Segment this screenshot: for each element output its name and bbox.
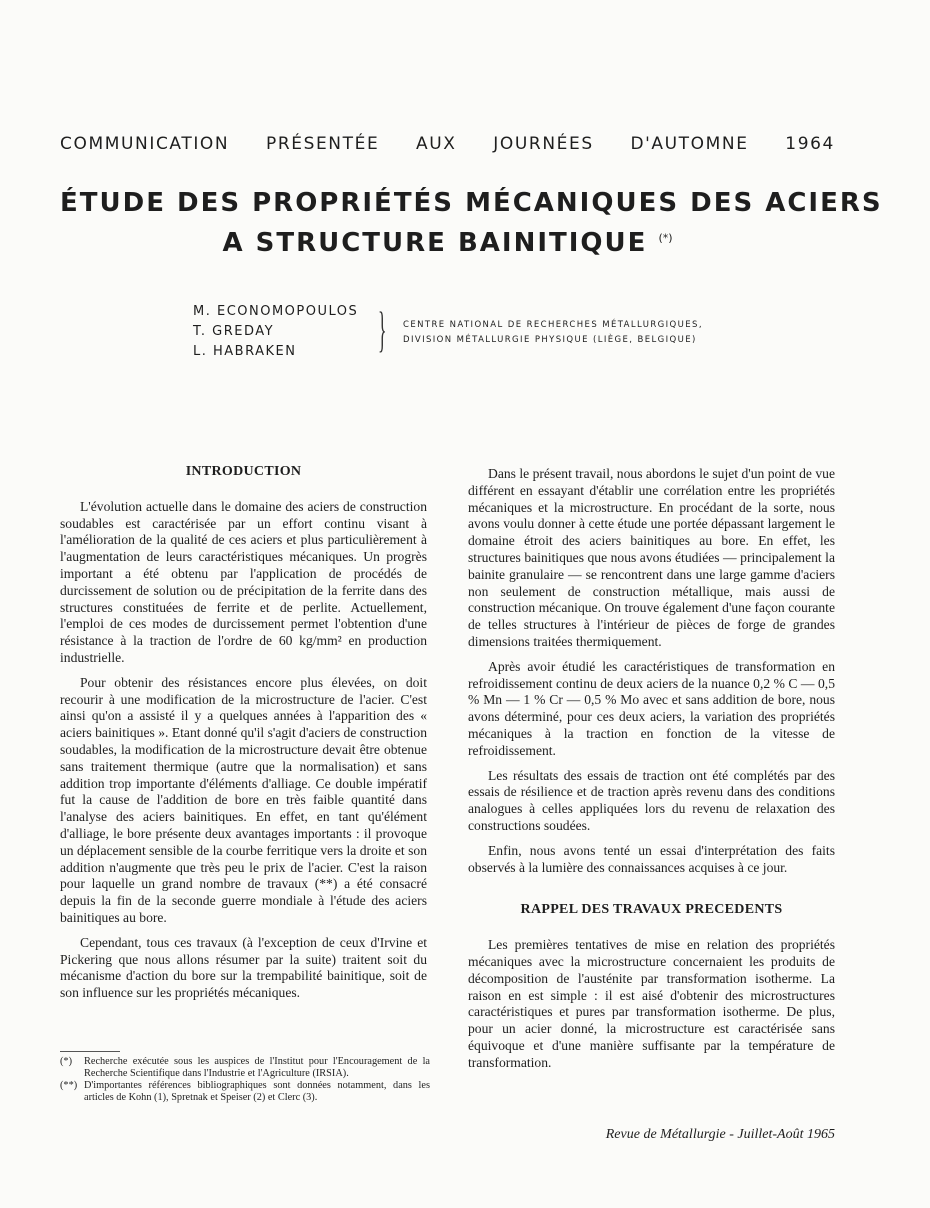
journal-footer: Revue de Métallurgie - Juillet-Août 1965 (605, 1127, 835, 1142)
communication-word: COMMUNICATION (60, 134, 230, 154)
paragraph: Pour obtenir des résistances encore plus élevées, on doit recourir à une modification de la microstructure de l'acier. C'est ainsi qu'on a assisté il y a quelques années à l'apparition des « aciers bainitiques ». Etant donné qu'il s'agit d'aciers de construction soudables, la modification de la microstructure devait être obtenue sans traitement thermique (autre que la normalisation) et sans addition trop importante d'éléments d'alliage. Ce double impératif fut la cause de l'addition de bore en très faible quantité dans l'analyse des aciers bainitiques. En effet, en tant qu'élément d'alliage, le bore présente deux avantages importants : il provoque un déplacement sensible de la courbe ferritique vers la droite et son addition n'augmente que très peu le prix de l'acier. C'est la raison pour laquelle un grand nombre de travaux (**) a été consacré depuis la fin de la seconde guerre mondiale à l'étude des aciers bainitiques au bore. (60, 674, 427, 925)
communication-word: PRÉSENTÉE (265, 134, 380, 154)
footnote-mark: (**) (60, 1080, 78, 1091)
footnote (60, 1080, 430, 1104)
paragraph: Après avoir étudié les caractéristiques de transformation en refroidissement continu de deux aciers de la nuance 0,2 % C — 0,5 % Mn — 1 % Cr — 0,5 % Mo avec et sans addition de bore, nous avons déterminé, pour ces deux aciers, la variation des propriétés mécaniques à la traction en fonction de la vitesse de refroidissement. (468, 658, 835, 758)
communication-word: D'AUTOMNE (630, 134, 749, 154)
communication-word: JOURNÉES (493, 134, 594, 154)
left-column (60, 464, 427, 1010)
communication-line (60, 134, 835, 154)
footnote-divider (60, 1051, 120, 1052)
affiliation (403, 318, 703, 348)
author-name: M. ECONOMOPOULOS (193, 304, 359, 319)
author-list (193, 302, 358, 362)
footnote-text: D'importantes références bibliographiques sont données notamment, dans les articles de Kohn (1), Spretnak et Speiser (2) et Clerc (3). (84, 1080, 430, 1103)
paragraph: Dans le présent travail, nous abordons le sujet d'un point de vue différent en essayant d'établir une corrélation entre les propriétés mécaniques et la microstructure. En procédant de la sorte, nous avons voulu donner à cette étude une portée dépassant largement le domaine étroit des aciers bainitiques au bore. En effet, les structures bainitiques que nous avons étudiées — principalement la bainite granulaire — se rencontrent dans une large gamme d'aciers non seulement de construction métallique, mais aussi de construction mécanique. On trouve également d'une façon courante de telles structures à l'intérieur de pièces de forge de grandes dimensions traitées thermiquement. (468, 466, 835, 649)
title-line-2 (60, 228, 835, 258)
footnote-mark: (*) (60, 1056, 73, 1067)
paragraph: Enfin, nous avons tenté un essai d'interprétation des faits observés à la lumière des connaissances acquises à ce jour. (468, 842, 835, 875)
footnotes (60, 1051, 430, 1104)
paragraph: Les résultats des essais de traction ont été complétés par des essais de résilience et de traction après revenu dans des conditions analogues à celles appliquées lors du revenu de relaxation des constructions soudées. (468, 767, 835, 833)
communication-word: 1964 (785, 134, 835, 154)
title-line-1: ÉTUDE DES PROPRIÉTÉS MÉCANIQUES DES ACIERS (60, 188, 883, 218)
brace-decoration: } (378, 301, 387, 357)
right-column (468, 466, 835, 1080)
author-name: L. HABRAKEN (193, 344, 297, 359)
title-footnote-mark: (*) (658, 231, 673, 245)
paragraph: L'évolution actuelle dans le domaine des aciers de construction soudables est caractérisée par un effort continu visant à l'amélioration de la qualité de ces aciers et plus particulièrement à l'augmentation de leurs caractéristiques mécaniques. Un progrès important a été obtenu par l'application de procédés de durcissement de solution ou de précipitation de la ferrite dans des structures constituées de ferrite et de perlite. Actuellement, l'emploi de ces modes de durcissement permet l'obtention d'une résistance à la traction de l'ordre de 60 kg/mm² en production industrielle. (60, 498, 427, 665)
footnote-text: Recherche exécutée sous les auspices de l'Institut pour l'Encouragement de la Recherche Scientifique dans l'Industrie et l'Agriculture (IRSIA). (84, 1056, 430, 1079)
introduction-heading: INTRODUCTION (185, 464, 302, 479)
author-name: T. GREDAY (193, 324, 275, 339)
affiliation-line: DIVISION MÉTALLURGIE PHYSIQUE (LIÈGE, BELGIQUE) (403, 335, 697, 345)
affiliation-line: CENTRE NATIONAL DE RECHERCHES MÉTALLURGIQUES, (403, 320, 703, 330)
section-heading: RAPPEL DES TRAVAUX PRECEDENTS (520, 902, 783, 918)
paragraph: Les premières tentatives de mise en relation des propriétés mécaniques avec la microstructure concernaient les produits de décomposition de l'austénite par transformation isotherme. La raison en est simple : il est aisé d'obtenir des microstructures caractéristiques et pures par transformation isotherme. De plus, pour un acier donné, la microstructure est caractérisée sans équivoque et d'une manière suffisante par la température de transformation. (468, 937, 835, 1070)
footnote (60, 1056, 430, 1080)
title-line-2-text: A STRUCTURE BAINITIQUE (222, 228, 648, 258)
communication-word: AUX (416, 134, 457, 154)
paragraph: Cependant, tous ces travaux (à l'exception de ceux d'Irvine et Pickering que nous allons résumer par la suite) traitent soit du mécanisme d'action du bore sur la trempabilité bainitique, soit de son influence sur les propriétés mécaniques. (60, 934, 427, 1001)
